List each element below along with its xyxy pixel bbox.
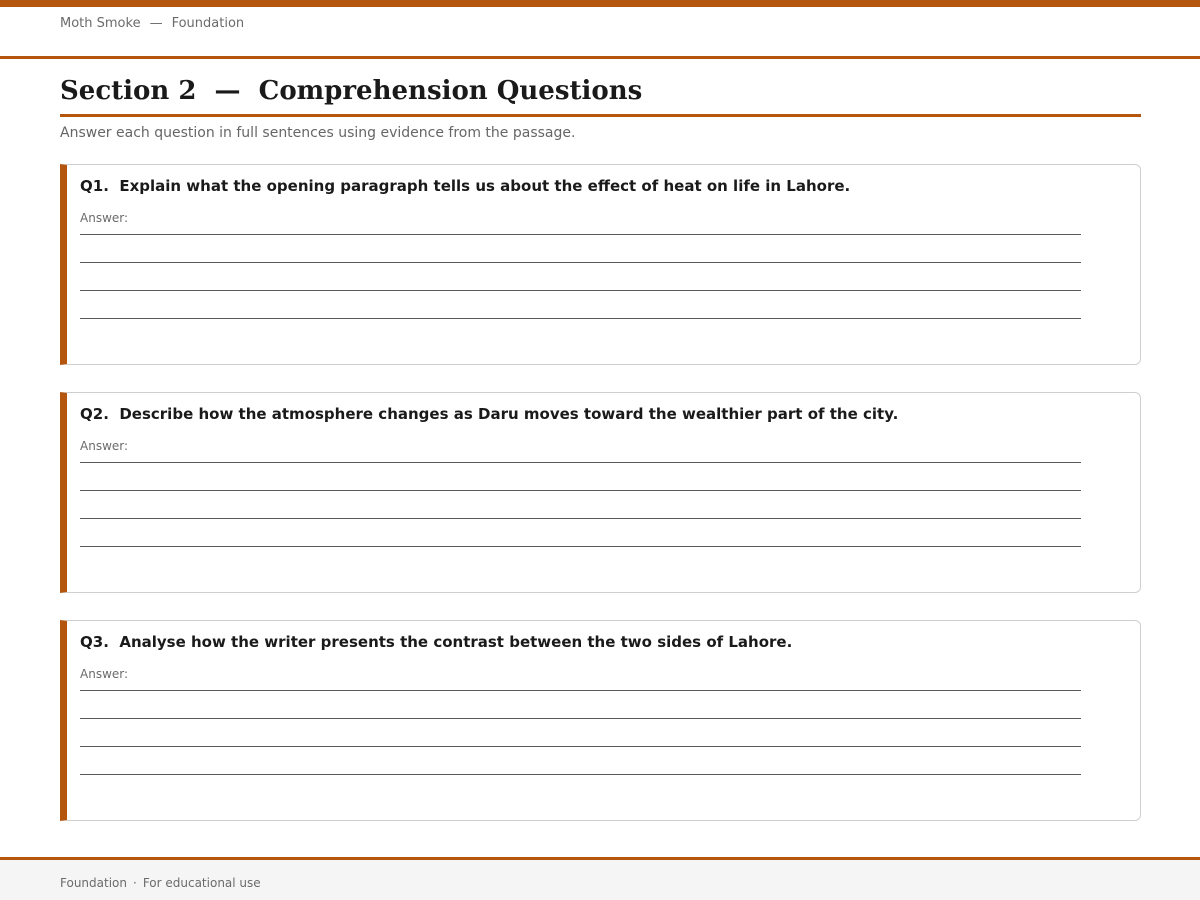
instructions-text: Answer each question in full sentences using evidence from the passage. bbox=[60, 125, 576, 141]
footer-separator: · bbox=[132, 876, 137, 890]
question-card-2 bbox=[60, 392, 1141, 593]
answer-label: Answer: bbox=[80, 211, 129, 225]
question-3-text bbox=[80, 633, 792, 651]
answer-line[interactable] bbox=[80, 490, 1081, 491]
answer-line[interactable] bbox=[80, 290, 1081, 291]
answer-line[interactable] bbox=[80, 318, 1081, 319]
top-accent-bar bbox=[0, 0, 1200, 7]
breadcrumb-separator: — bbox=[149, 16, 163, 31]
answer-line[interactable] bbox=[80, 774, 1081, 775]
breadcrumb-item-level: Foundation bbox=[171, 16, 245, 31]
question-1-prompt: Explain what the opening paragraph tells us about the effect of heat on life in Lahore. bbox=[119, 177, 851, 195]
breadcrumb bbox=[60, 16, 244, 31]
breadcrumb-item-book: Moth Smoke bbox=[60, 16, 141, 31]
question-2-number: Q2. bbox=[80, 405, 109, 423]
answer-line[interactable] bbox=[80, 234, 1081, 235]
answer-line[interactable] bbox=[80, 262, 1081, 263]
question-card-1 bbox=[60, 164, 1141, 365]
answer-line[interactable] bbox=[80, 462, 1081, 463]
footer-level: Foundation bbox=[60, 876, 127, 890]
answer-line[interactable] bbox=[80, 690, 1081, 691]
answer-line[interactable] bbox=[80, 746, 1081, 747]
answer-line[interactable] bbox=[80, 518, 1081, 519]
answer-line[interactable] bbox=[80, 546, 1081, 547]
page-footer bbox=[0, 857, 1200, 900]
answer-line[interactable] bbox=[80, 718, 1081, 719]
question-2-text bbox=[80, 405, 898, 423]
footer-text bbox=[60, 876, 261, 890]
answer-label: Answer: bbox=[80, 439, 129, 453]
question-3-number: Q3. bbox=[80, 633, 109, 651]
question-1-number: Q1. bbox=[80, 177, 109, 195]
header-divider bbox=[0, 56, 1200, 59]
question-2-prompt: Describe how the atmosphere changes as Daru moves toward the wealthier part of the city. bbox=[119, 405, 899, 423]
title-underline bbox=[60, 114, 1141, 117]
page-title: Section 2 — Comprehension Questions bbox=[60, 76, 643, 106]
question-3-prompt: Analyse how the writer presents the contrast between the two sides of Lahore. bbox=[119, 633, 793, 651]
footer-usage-note: For educational use bbox=[142, 876, 261, 890]
question-card-3 bbox=[60, 620, 1141, 821]
question-1-text bbox=[80, 177, 850, 195]
answer-label: Answer: bbox=[80, 667, 129, 681]
